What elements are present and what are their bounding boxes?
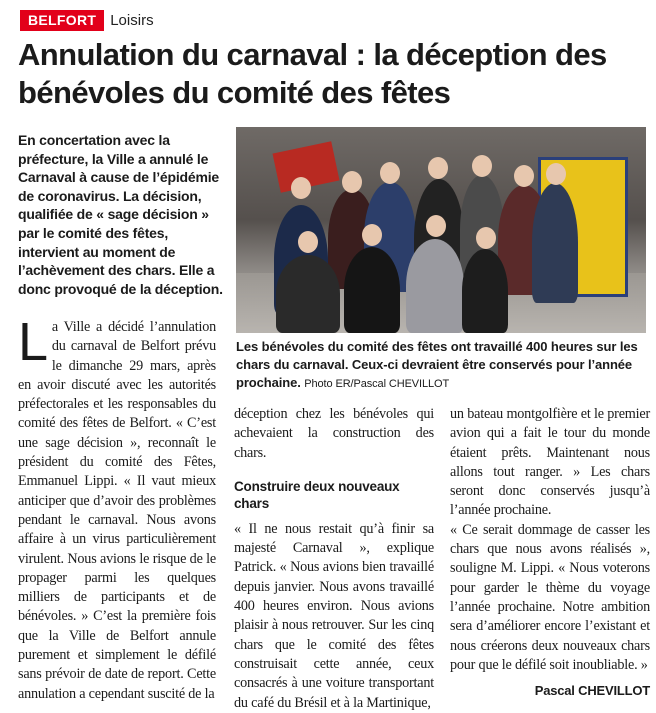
photo-credit: Photo ER/Pascal CHEVILLOT <box>304 378 450 390</box>
section-badge: BELFORT <box>20 10 104 31</box>
photo-person-head <box>291 177 311 199</box>
dropcap: L <box>18 312 48 372</box>
author-byline: Pascal CHEVILLOT <box>534 683 650 699</box>
body-text: « Ce serait dommage de casser les chars que nous avons réalisés », souligne M. Lippi. « Nous voterons pour garder le thème du voyage l’année prochaine. Notre ambition sera d’améliorer encore l’existant et nous créerons deux nouveaux chars pour que le défilé soit inoubliable. » <box>450 521 650 673</box>
photo-person-head <box>362 224 382 246</box>
body-column-2 <box>234 405 434 713</box>
caption-text: Les bénévoles du comité des fêtes ont travaillé 400 heures sur les chars du carnaval. Ceux-ci devraient être conservés pour l’année prochaine. <box>236 339 638 390</box>
photo-person-head <box>546 163 566 185</box>
body-text: un bateau montgolfière et le premier avion qui a fait le tour du monde étaient prêts. Maintenant nous allons tout ranger. » Les chars seront donc conservés jusqu’à l’année prochaine. <box>450 406 650 519</box>
photo-person <box>344 247 400 333</box>
photo-person-head <box>298 231 318 253</box>
body-text: déception chez les bénévoles qui achevaient la construction des chars. <box>234 406 434 461</box>
headline: Annulation du carnaval : la déception des bénévoles du comité des fêtes <box>18 37 607 110</box>
subheading: Construire deux nouveaux chars <box>234 478 400 511</box>
lead-paragraph: En concertation avec la préfecture, la Ville a annulé le Carnaval à cause de l’épidémie de coronavirus. La décision, qualifiée de « sage décision » par le comité des fêtes, intervient au moment de l’achèvement des chars. Elle a donc provoqué de la déception. <box>18 132 223 297</box>
article-photo <box>236 127 646 333</box>
photo-person-head <box>514 165 534 187</box>
photo-person <box>462 249 508 333</box>
body-column-1 <box>18 312 216 704</box>
photo-caption <box>236 338 648 393</box>
photo-person <box>276 255 340 333</box>
rubric-label: Loisirs <box>110 12 154 29</box>
photo-person-head <box>342 171 362 193</box>
body-column-3 <box>450 405 650 700</box>
photo-person <box>532 183 578 303</box>
photo-person-head <box>476 227 496 249</box>
photo-person-head <box>380 162 400 184</box>
body-text: a Ville a décidé l’annulation du carnaval de Belfort prévu le dimanche 29 mars, après en avoir discuté avec les autorités préfectorales et les responsables du comité des fêtes de Belfort. « C’est une sage décision », reconnaît le président du comité des Fêtes, Emmanuel Lippi. « Il vaut mieux anticiper que d’avoir des problèmes pendant le carnaval. Nous avons affaire à un virus particulièrement virulent. Nous avions le risque de le propager parmi les quelques milliers de participants et de bénévoles. » C’est la première fois que la Ville de Belfort annule purement et simplement le défilé sans prévoir de date de report. Cette annulation a cependant suscité de la <box>18 319 216 702</box>
photo-person <box>406 239 464 333</box>
photo-person-head <box>428 157 448 179</box>
photo-person-head <box>426 215 446 237</box>
body-text: « Il ne nous restait qu’à finir sa majesté Carnaval », explique Patrick. « Nous avions bien travaillé depuis janvier. Nous avons travaillé 400 heures environ. Nous avions plaisir à nous retrouver. Sur les cinq chars que le comité des fêtes construisait cette année, ceux consacrés à une voiture transportant du café du Brésil et à la Martinique, <box>234 520 434 711</box>
photo-person-head <box>472 155 492 177</box>
section-kicker <box>20 10 154 31</box>
